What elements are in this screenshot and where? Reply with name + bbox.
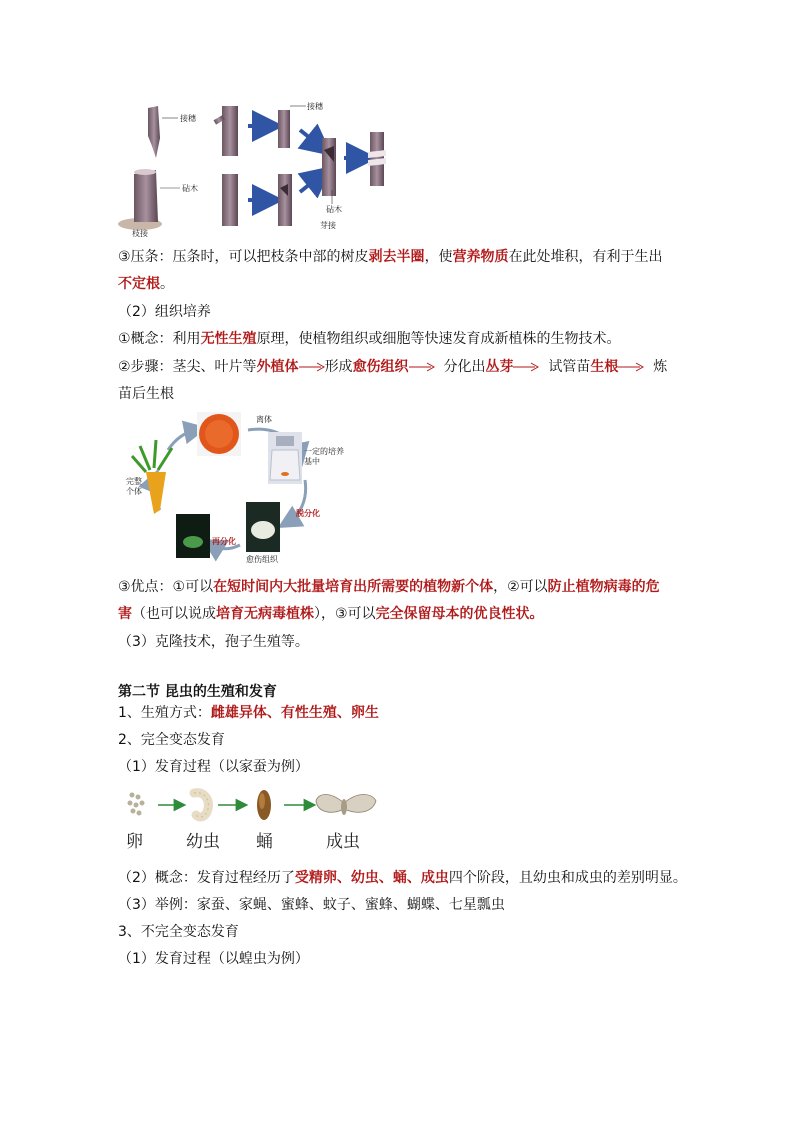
stock-top-1 [222,106,238,156]
tissue-steps-line-1: ②步骤：茎尖、叶片等外植体 形成愈伤组织 分化出丛芽 试管苗生根 炼 [118,359,668,375]
key-reproduction: 雌雄异体、有性生殖、卵生 [210,705,379,721]
complete-metamorphosis-heading: 2、完全变态发育 [118,732,225,748]
examples-line: （3）举例：家蚕、家蝇、蜜蜂、蚊子、蜜蜂、蝴蝶、七星瓢虫 [118,897,505,913]
label-isolated: 离体 [256,415,272,424]
key-adventitious-root: 不定根 [118,276,160,292]
stage-label-adult: 成虫 [326,832,360,852]
label-medium-2: 基中 [304,457,320,466]
label-scion-1: 接穗 [180,114,196,123]
incomplete-metamorphosis-heading: 3、不完全变态发育 [118,924,239,940]
plantlet-dish [176,514,210,558]
egg-icon [128,793,145,816]
key-explant: 外植体 [256,359,299,375]
cycle-arrow-5 [168,430,196,450]
concept-line: （2）概念：发育过程经历了受精卵、幼虫、蛹、成虫四个阶段，且幼虫和成虫的差别明显。 [118,870,687,886]
silkworm-stages-figure [118,785,388,853]
section-title: 第二节 昆虫的生殖和发育 [118,684,277,700]
tissue-heading: （2）组织培养 [118,304,211,320]
key-rooting: 生根 [590,359,619,375]
key-buds: 丛芽 [485,359,514,375]
arrow-2 [300,130,320,146]
caption-branch-graft: 枝接 [132,229,148,238]
step-arrow-icon [618,362,644,372]
key-asexual: 无性生殖 [200,331,257,347]
label-redifferentiation: 再分化 [212,537,236,546]
tissue-steps-line-2: 苗后生根 [118,386,174,402]
carrot-slice [197,412,241,456]
key-retain-traits: 完全保留母本的优良性状。 [375,606,544,622]
stage-label-egg: 卵 [126,832,143,852]
stock-bottom-1 [222,174,238,226]
key-remove-bark: 剥去半圈 [368,249,425,265]
caption-bud-graft: 芽接 [320,221,336,230]
tissue-culture-figure [120,410,345,568]
key-nutrients: 营养物质 [452,249,509,265]
stock-left [118,169,162,230]
label-complete-1: 完整 [126,477,142,486]
tissue-concept: ①概念：利用无性生殖原理，使植物组织或细胞等快速发育成新植株的生物技术。 [118,331,621,347]
larva-icon [194,793,208,817]
step-arrow-icon [299,362,325,372]
reproduction-line: 1、生殖方式：雌雄异体、有性生殖、卵生 [118,705,379,721]
label-scion-2: 接穗 [307,102,323,111]
layering-line-2: 不定根。 [118,276,174,292]
step-arrow-icon [409,362,435,372]
arrow-4 [300,176,320,192]
scion-branch-left [148,106,160,158]
process-heading: （1）发育过程（以家蚕为例） [118,759,309,775]
scion-bud-piece [278,110,290,148]
advantages-line-1: ③优点：①可以在短时间内大批量培育出所需要的植物新个体，②可以防止植物病毒的危 [118,579,660,595]
culture-flask [268,432,302,484]
layering-line-1: ③压条：压条时，可以把枝条中部的树皮剥去半圈，使营养物质在此处堆积，有利于生出 [118,249,663,265]
stage-label-larva: 幼虫 [186,832,220,852]
key-prevent-virus: 防止植物病毒的危 [547,579,660,595]
callus-dish [246,502,280,552]
clone-line: （3）克隆技术，孢子生殖等。 [118,634,309,650]
label-callus: 愈伤组织 [246,555,278,564]
key-four-stages: 受精卵、幼虫、蛹、成虫 [294,870,449,886]
label-dedifferentiation: 脱分化 [296,509,320,518]
stage-label-pupa: 蛹 [256,832,273,852]
key-virus-free: 培育无病毒植株 [216,606,314,622]
process-heading-2: （1）发育过程（以蝗虫为例） [118,951,309,967]
pupa-icon [257,790,271,820]
moth-icon [316,795,376,816]
grafting-figure [118,96,408,241]
key-callus: 愈伤组织 [352,359,409,375]
label-stock-1: 砧木 [182,184,198,193]
label-medium-1: 一定的培养 [304,447,344,456]
step-arrow-icon [513,362,539,372]
stock-bottom-2 [278,174,292,226]
key-mass-propagation: 在短时间内大批量培育出所需要的植物新个体 [213,579,494,595]
advantages-line-2: 害（也可以说成培育无病毒植株），③可以完全保留母本的优良性状。 [118,606,544,622]
label-stock-2: 砧木 [326,205,342,214]
label-complete-2: 个体 [126,487,142,496]
